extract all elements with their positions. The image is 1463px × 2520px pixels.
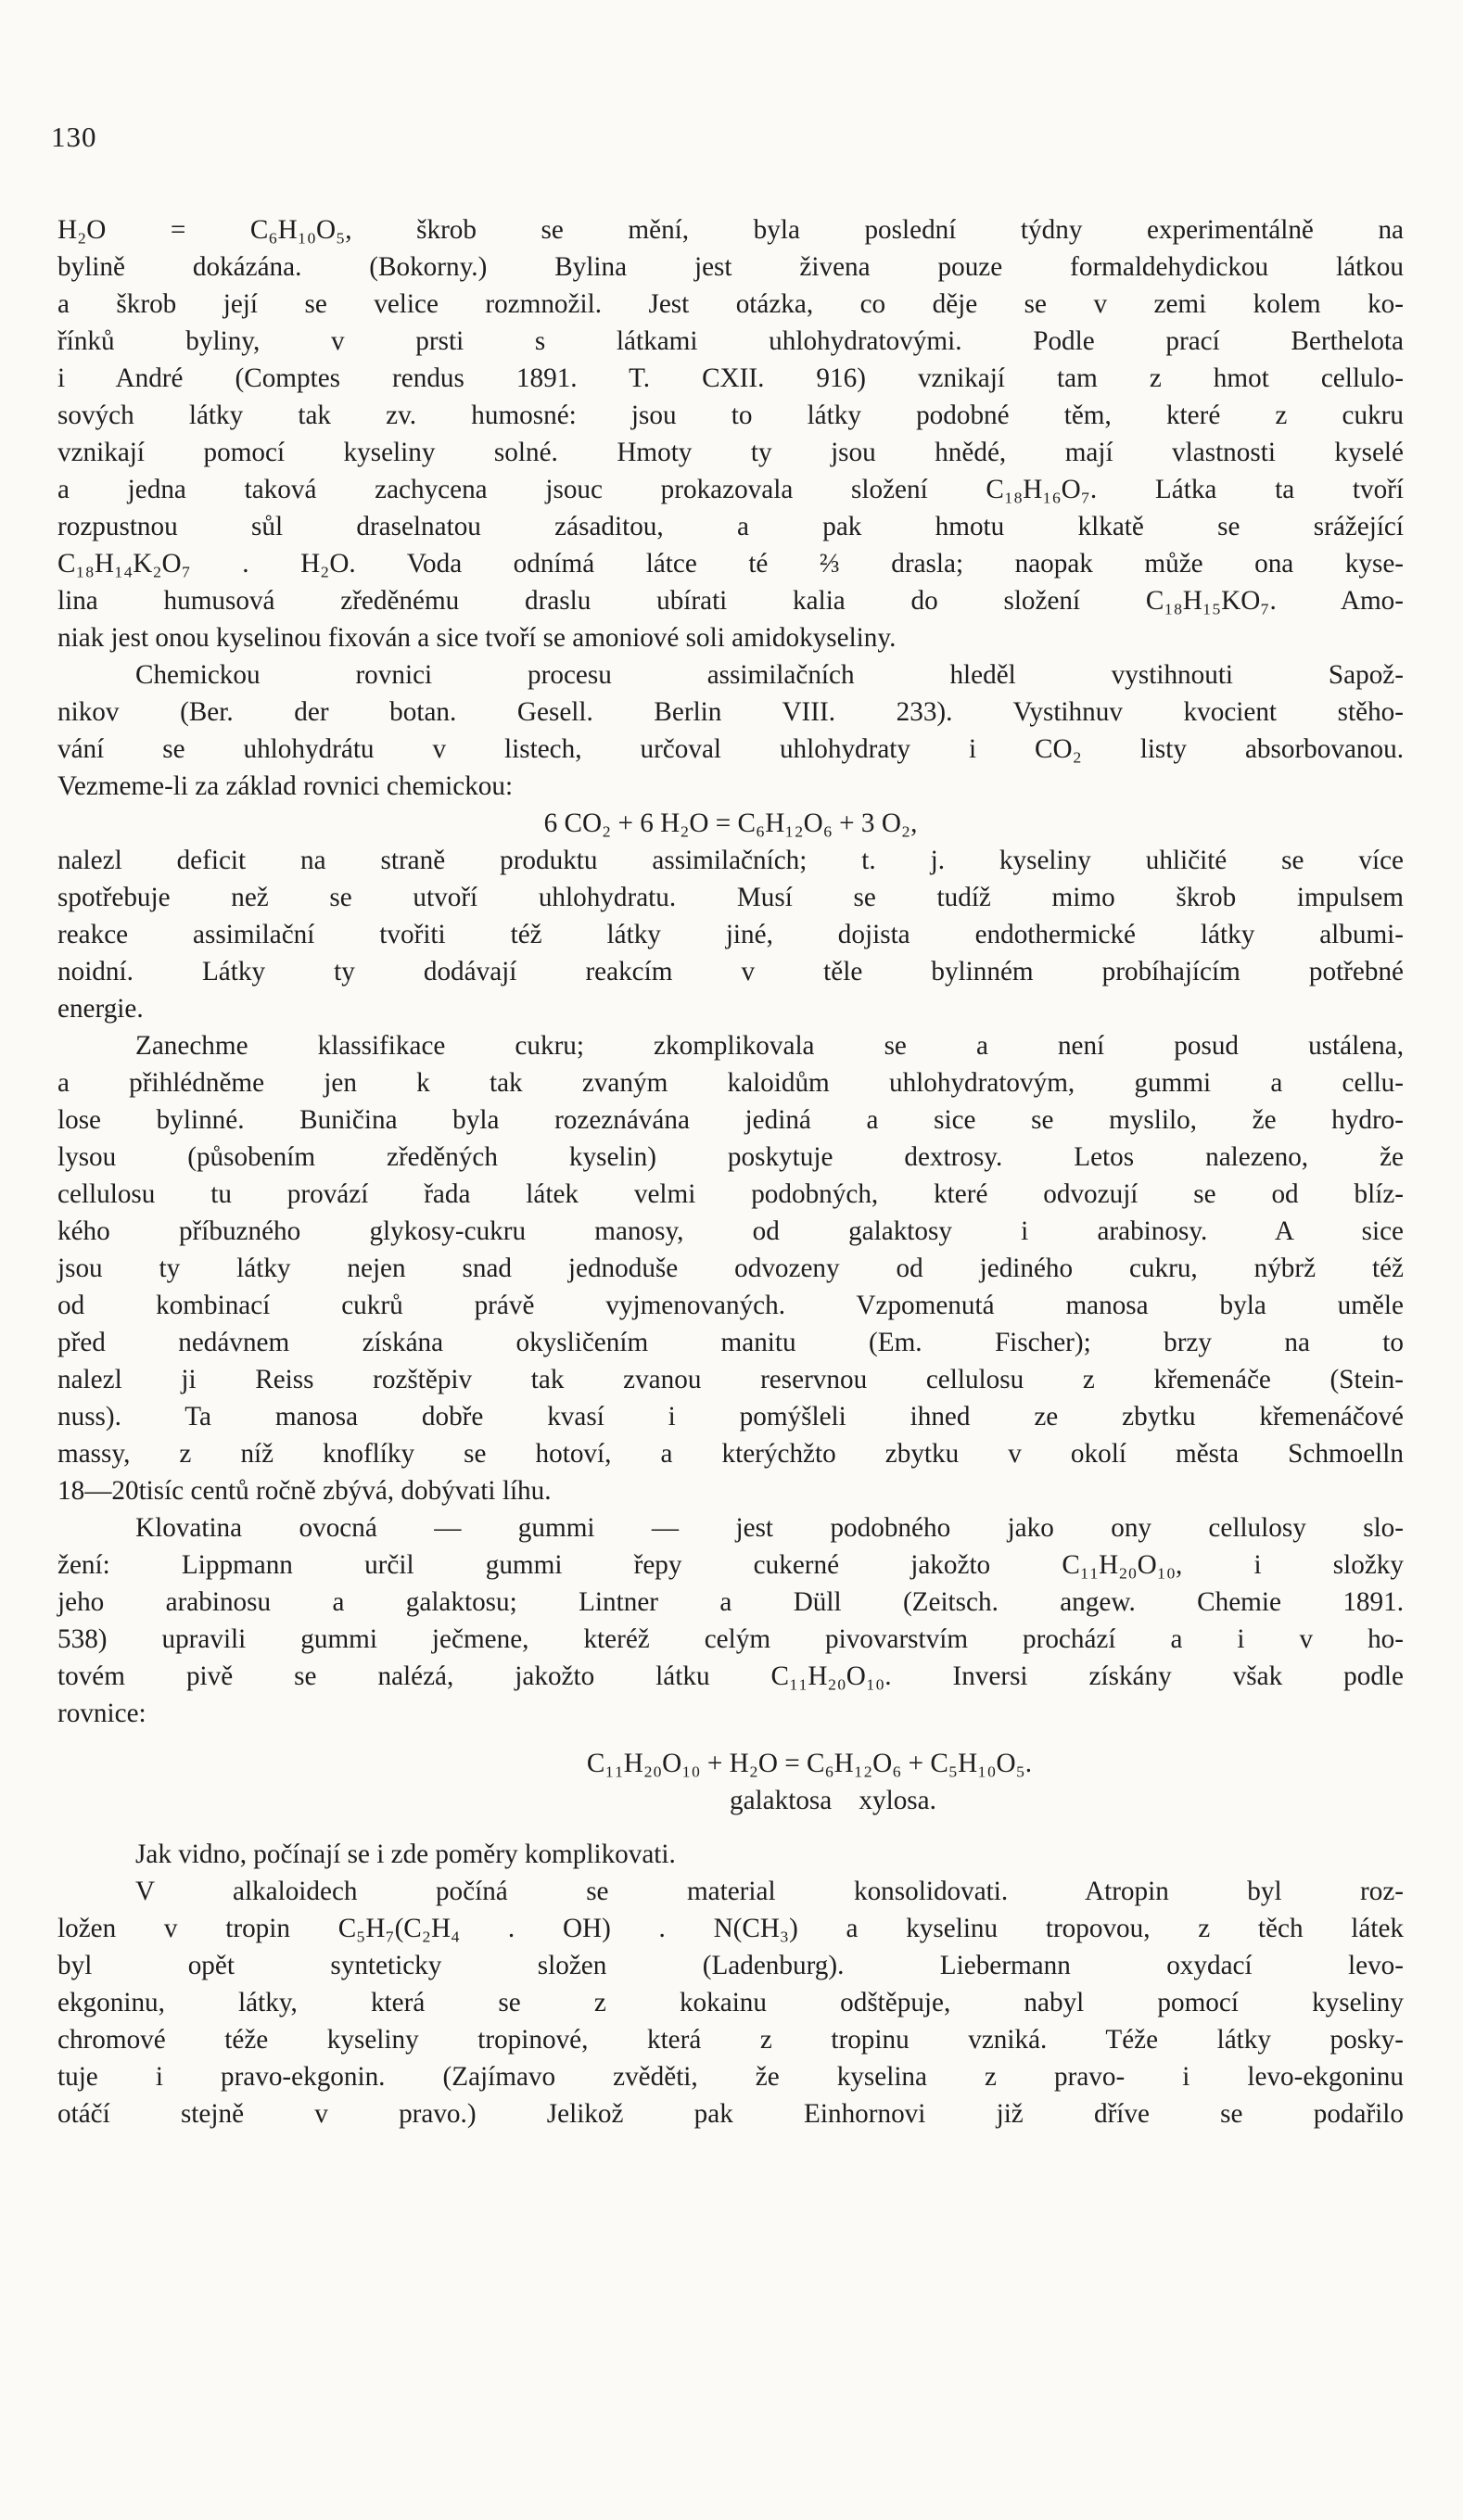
text-line: nalezl ji Reiss rozštěpiv tak zvanou reservnou cellulosu z křemenáče (Stein- — [57, 1365, 1404, 1394]
text-line: reakce assimilační tvořiti též látky jiné, dojista endothermické látky albumi- — [57, 920, 1404, 949]
equation-line: C₁₁H₂₀O₁₀ + H₂O = C₆H₁₂O₆ + C₅H₁₀O₅. — [586, 1749, 1033, 1778]
text-line: žení: Lippmann určil gummi řepy cukerné jakožto C₁₁H₂₀O₁₀, i složky — [57, 1550, 1404, 1580]
text-line: byl opět synteticky složen (Ladenburg). Liebermann oxydací levo- — [57, 1951, 1404, 1980]
text-line: před nedávnem získána okysličením manitu (Em. Fischer); brzy na to — [57, 1328, 1404, 1357]
text-line: nalezl deficit na straně produktu assimilačních; t. j. kyseliny uhličité se více — [57, 846, 1404, 875]
equation-assimilation: 6 CO₂ + 6 H₂O = C₆H₁₂O₆ + 3 O₂, — [543, 808, 918, 838]
text-line: Klovatina ovocná — gummi — jest podobného jako ony cellulosy slo- — [135, 1513, 1404, 1543]
text-line: chromové téže kyseliny tropinové, která z tropinu vzniká. Téže látky posky- — [57, 2025, 1404, 2055]
text-line: lose bylinné. Buničina byla rozeznávána jediná a sice se myslilo, že hydro- — [57, 1105, 1404, 1135]
text-line: Zanechme klassifikace cukru; zkomplikovala se a není posud ustálena, — [135, 1031, 1404, 1061]
text-line: nuss). Ta manosa dobře kvasí i pomýšleli ihned ze zbytku křemenáčové — [57, 1402, 1404, 1432]
text-line: i André (Comptes rendus 1891. T. CXII. 916) vznikají tam z hmot cellulo- — [57, 363, 1404, 393]
text-line: spotřebuje než se utvoří uhlohydratu. Musí se tudíž mimo škrob impulsem — [57, 883, 1404, 912]
text-line: C₁₈H₁₄K₂O₇ . H₂O. Voda odnímá látce té ⅔ drasla; naopak může ona kyse- — [57, 549, 1404, 579]
text-line: a přihlédněme jen k tak zvaným kaloidům uhlohydratovým, gummi a cellu- — [57, 1068, 1404, 1098]
text-line: Chemickou rovnici procesu assimilačních hleděl vystihnouti Sapož- — [135, 660, 1404, 690]
text-line: V alkaloidech počíná se material konsolidovati. Atropin byl roz- — [135, 1877, 1404, 1906]
text-line: tuje i pravo-ekgonin. (Zajímavo zvěděti, že kyselina z pravo- i levo-ekgoninu — [57, 2062, 1404, 2092]
text-line: noidní. Látky ty dodávají reakcím v těle bylinném probíhajícím potřebné — [57, 957, 1404, 986]
text-line: cellulosu tu provází řada látek velmi podobných, které odvozují se od blíz- — [57, 1179, 1404, 1209]
text-line: a škrob její se velice rozmnožil. Jest otázka, co děje se v zemi kolem ko- — [57, 289, 1404, 319]
text-line: Jak vidno, počínají se i zde poměry komplikovati. — [135, 1839, 676, 1869]
text-line: a jedna taková zachycena jsouc prokazovala složení C₁₈H₁₆O₇. Látka ta tvoří — [57, 475, 1404, 504]
text-line: bylině dokázána. (Bokorny.) Bylina jest živena pouze formaldehydickou látkou — [57, 252, 1404, 282]
text-line: 18—20tisíc centů ročně zbývá, dobývati líhu. — [57, 1476, 552, 1506]
text-line: H₂O = C₆H₁₀O₅, škrob se mění, byla poslední týdny experimentálně na — [57, 215, 1404, 245]
text-line: lina humusová zředěnému draslu ubírati kalia do složení C₁₈H₁₅KO₇. Amo- — [57, 586, 1404, 616]
text-line: vání se uhlohydrátu v listech, určoval uhlohydraty i CO₂ listy absorbovanou. — [57, 734, 1404, 764]
text-line: rovnice: — [57, 1699, 146, 1728]
text-line: otáčí stejně v pravo.) Jelikož pak Einhornovi již dříve se podařilo — [57, 2099, 1404, 2129]
text-line: vznikají pomocí kyseliny solné. Hmoty ty jsou hnědé, mají vlastnosti kyselé — [57, 438, 1404, 467]
text-line: ložen v tropin C₅H₇(C₂H₄ . OH) . N(CH₃) a kyselinu tropovou, z těch látek — [57, 1914, 1404, 1943]
text-line: lysou (působením zředěných kyselin) poskytuje dextrosy. Letos nalezeno, že — [57, 1142, 1404, 1172]
text-line: sových látky tak zv. humosné: jsou to látky podobné těm, které z cukru — [57, 401, 1404, 430]
text-line: massy, z níž knoflíky se hotoví, a kterýchžto zbytku v okolí města Schmoelln — [57, 1439, 1404, 1469]
text-line: 538) upravili gummi ječmene, kteréž celým pivovarstvím prochází a i v ho- — [57, 1624, 1404, 1654]
text-line: nikov (Ber. der botan. Gesell. Berlin VIII. 233). Vystihnuv kvocient stěho- — [57, 697, 1404, 727]
body-text — [57, 211, 1404, 2132]
equation-labels: galaktosa xylosa. — [730, 1786, 936, 1815]
page-number: 130 — [51, 121, 97, 153]
text-line: jsou ty látky nejen snad jednoduše odvozeny od jediného cukru, nýbrž též — [57, 1254, 1404, 1283]
text-line: kého příbuzného glykosy-cukru manosy, od galaktosy i arabinosy. A sice — [57, 1216, 1404, 1246]
text-line: rozpustnou sůl draselnatou zásaditou, a pak hmotu klkatě se srážející — [57, 512, 1404, 541]
text-line: tovém pivě se nalézá, jakožto látku C₁₁H₂₀O₁₀. Inversi získány však podle — [57, 1661, 1404, 1691]
text-line: řínků byliny, v prsti s látkami uhlohydratovými. Podle prací Berthelota — [57, 326, 1404, 356]
text-line: ekgoninu, látky, která se z kokainu odštěpuje, nabyl pomocí kyseliny — [57, 1988, 1404, 2017]
text-line: Vezmeme-li za základ rovnici chemickou: — [57, 771, 514, 801]
text-line: jeho arabinosu a galaktosu; Lintner a Düll (Zeitsch. angew. Chemie 1891. — [57, 1587, 1404, 1617]
equation-inversion — [57, 1745, 1404, 1819]
text-line: energie. — [57, 994, 144, 1024]
text-line: niak jest onou kyselinou fixován a sice tvoří se amoniové soli amidokyseliny. — [57, 623, 897, 653]
text-line: od kombinací cukrů právě vyjmenovaných. Vzpomenutá manosa byla uměle — [57, 1291, 1404, 1320]
